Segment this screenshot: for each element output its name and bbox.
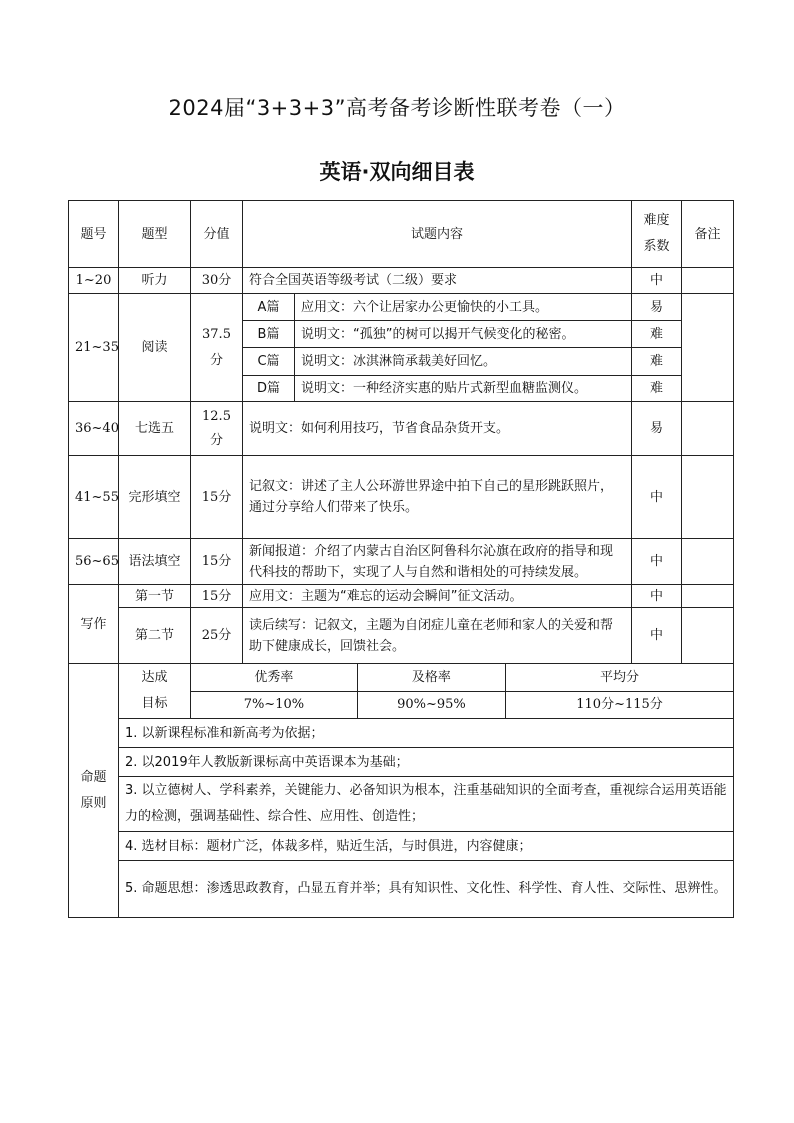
principle-row-1 bbox=[69, 719, 734, 748]
cell-num: 41~55 bbox=[69, 456, 119, 539]
cell-type: 第一节 bbox=[119, 585, 191, 608]
metric-value: 7%~10% bbox=[191, 691, 357, 718]
table-row-listening bbox=[69, 268, 734, 294]
table-row-writing-2 bbox=[69, 608, 734, 664]
cell-difficulty: 中 bbox=[632, 585, 682, 608]
cell-type: 完形填空 bbox=[119, 456, 191, 539]
cell-score-value: 37.5 bbox=[202, 326, 231, 342]
passage-label: C篇 bbox=[243, 348, 295, 376]
cell-note bbox=[682, 402, 734, 456]
principle-row-3 bbox=[69, 777, 734, 832]
principle-row-4 bbox=[69, 832, 734, 861]
cell-type: 听力 bbox=[119, 268, 191, 294]
target-label-line2: 目标 bbox=[141, 696, 168, 711]
header-num: 题号 bbox=[69, 201, 119, 268]
cell-type: 语法填空 bbox=[119, 539, 191, 585]
cell-score-unit: 分 bbox=[209, 432, 223, 448]
cell-score bbox=[191, 294, 243, 402]
header-content: 试题内容 bbox=[243, 201, 632, 268]
spec-table bbox=[68, 200, 734, 918]
cell-score-unit: 分 bbox=[209, 352, 223, 368]
principle-row-5 bbox=[69, 861, 734, 918]
metric-value: 90%~95% bbox=[357, 691, 505, 718]
cell-difficulty: 中 bbox=[632, 456, 682, 539]
passage-content: 说明文：冰淇淋筒承载美好回忆。 bbox=[295, 348, 632, 376]
table-row-targets bbox=[69, 664, 734, 719]
metric-value: 110分~115分 bbox=[506, 691, 733, 718]
cell-content: 说明文：如何利用技巧，节省食品杂货开支。 bbox=[243, 402, 632, 456]
header-type: 题型 bbox=[119, 201, 191, 268]
passage-label: D篇 bbox=[243, 376, 295, 402]
table-row-seven-five bbox=[69, 402, 734, 456]
cell-num: 36~40 bbox=[69, 402, 119, 456]
passage-content: 应用文：六个让居家办公更愉快的小工具。 bbox=[295, 294, 632, 321]
principle-item: 3. 以立德树人、学科素养，关键能力、必备知识为根本，注重基础知识的全面考查，重视综合运用英语能力的检测，强调基础性、综合性、应用性、创造性； bbox=[119, 777, 734, 832]
targets-cell bbox=[191, 664, 734, 719]
cell-difficulty: 难 bbox=[632, 321, 682, 348]
cell-content: 记叙文：讲述了主人公环游世界途中拍下自己的星形跳跃照片，通过分享给人们带来了快乐。 bbox=[243, 456, 632, 539]
cell-note bbox=[682, 294, 734, 402]
cell-difficulty: 中 bbox=[632, 268, 682, 294]
cell-content: 新闻报道：介绍了内蒙古自治区阿鲁科尔沁旗在政府的指导和现代科技的帮助下，实现了人与自然和谐相处的可持续发展。 bbox=[243, 539, 632, 585]
cell-difficulty: 难 bbox=[632, 348, 682, 376]
cell-score: 15分 bbox=[191, 539, 243, 585]
cell-note bbox=[682, 608, 734, 664]
cell-note bbox=[682, 539, 734, 585]
principle-item: 1. 以新课程标准和新高考为依据； bbox=[119, 719, 734, 748]
principles-label-line1: 命题 bbox=[80, 769, 107, 785]
passage-label: B篇 bbox=[243, 321, 295, 348]
principle-item: 2. 以2019年人教版新课标高中英语课本为基础； bbox=[119, 748, 734, 777]
cell-score: 15分 bbox=[191, 585, 243, 608]
principle-item: 4. 选材目标：题材广泛，体裁多样，贴近生活，与时俱进，内容健康； bbox=[119, 832, 734, 861]
cell-difficulty: 难 bbox=[632, 376, 682, 402]
document-title: 2024届“3+3+3”高考备考诊断性联考卷（一） bbox=[168, 96, 626, 120]
cell-type: 阅读 bbox=[119, 294, 191, 402]
cell-score: 30分 bbox=[191, 268, 243, 294]
cell-type: 第二节 bbox=[119, 608, 191, 664]
cell-note bbox=[682, 456, 734, 539]
cell-num: 21~35 bbox=[69, 294, 119, 402]
table-row-cloze bbox=[69, 456, 734, 539]
cell-score: 15分 bbox=[191, 456, 243, 539]
passage-label: A篇 bbox=[243, 294, 295, 321]
header-row bbox=[69, 201, 734, 268]
cell-difficulty: 中 bbox=[632, 539, 682, 585]
header-difficulty-line2: 系数 bbox=[643, 239, 670, 254]
cell-num: 写作 bbox=[69, 585, 119, 664]
cell-note bbox=[682, 585, 734, 608]
cell-difficulty: 易 bbox=[632, 402, 682, 456]
header-difficulty-line1: 难度 bbox=[643, 213, 670, 228]
targets-value-row bbox=[191, 691, 733, 718]
cell-score: 25分 bbox=[191, 608, 243, 664]
table-row-reading-a bbox=[69, 294, 734, 321]
header-note: 备注 bbox=[682, 201, 734, 268]
cell-content: 符合全国英语等级考试（二级）要求 bbox=[243, 268, 632, 294]
cell-content: 应用文：主题为“难忘的运动会瞬间”征文活动。 bbox=[243, 585, 632, 608]
header-difficulty bbox=[632, 201, 682, 268]
metric-name: 平均分 bbox=[506, 664, 733, 691]
metric-name: 及格率 bbox=[357, 664, 505, 691]
principle-item: 5. 命题思想：渗透思政教育，凸显五育并举；具有知识性、文化性、科学性、育人性、交际性、思辨性。 bbox=[119, 861, 734, 918]
principles-label-line2: 原则 bbox=[80, 795, 107, 811]
table-row-grammar bbox=[69, 539, 734, 585]
metric-name: 优秀率 bbox=[191, 664, 357, 691]
cell-score-value: 12.5 bbox=[202, 408, 231, 424]
header-score: 分值 bbox=[191, 201, 243, 268]
targets-header-row bbox=[191, 664, 733, 691]
cell-num: 1~20 bbox=[69, 268, 119, 294]
targets-table bbox=[191, 664, 733, 718]
cell-difficulty: 易 bbox=[632, 294, 682, 321]
cell-content: 读后续写：记叙文，主题为自闭症儿童在老师和家人的关爱和帮助下健康成长，回馈社会。 bbox=[243, 608, 632, 664]
target-label bbox=[119, 664, 191, 719]
passage-content: 说明文：“孤独”的树可以揭开气候变化的秘密。 bbox=[295, 321, 632, 348]
cell-score bbox=[191, 402, 243, 456]
passage-content: 说明文：一种经济实惠的贴片式新型血糖监测仪。 bbox=[295, 376, 632, 402]
cell-type: 七选五 bbox=[119, 402, 191, 456]
principles-label bbox=[69, 664, 119, 918]
cell-note bbox=[682, 268, 734, 294]
cell-difficulty: 中 bbox=[632, 608, 682, 664]
principle-row-2 bbox=[69, 748, 734, 777]
cell-num: 56~65 bbox=[69, 539, 119, 585]
target-label-line1: 达成 bbox=[141, 670, 168, 685]
document-subtitle: 英语·双向细目表 bbox=[319, 160, 475, 184]
table-row-writing-1 bbox=[69, 585, 734, 608]
